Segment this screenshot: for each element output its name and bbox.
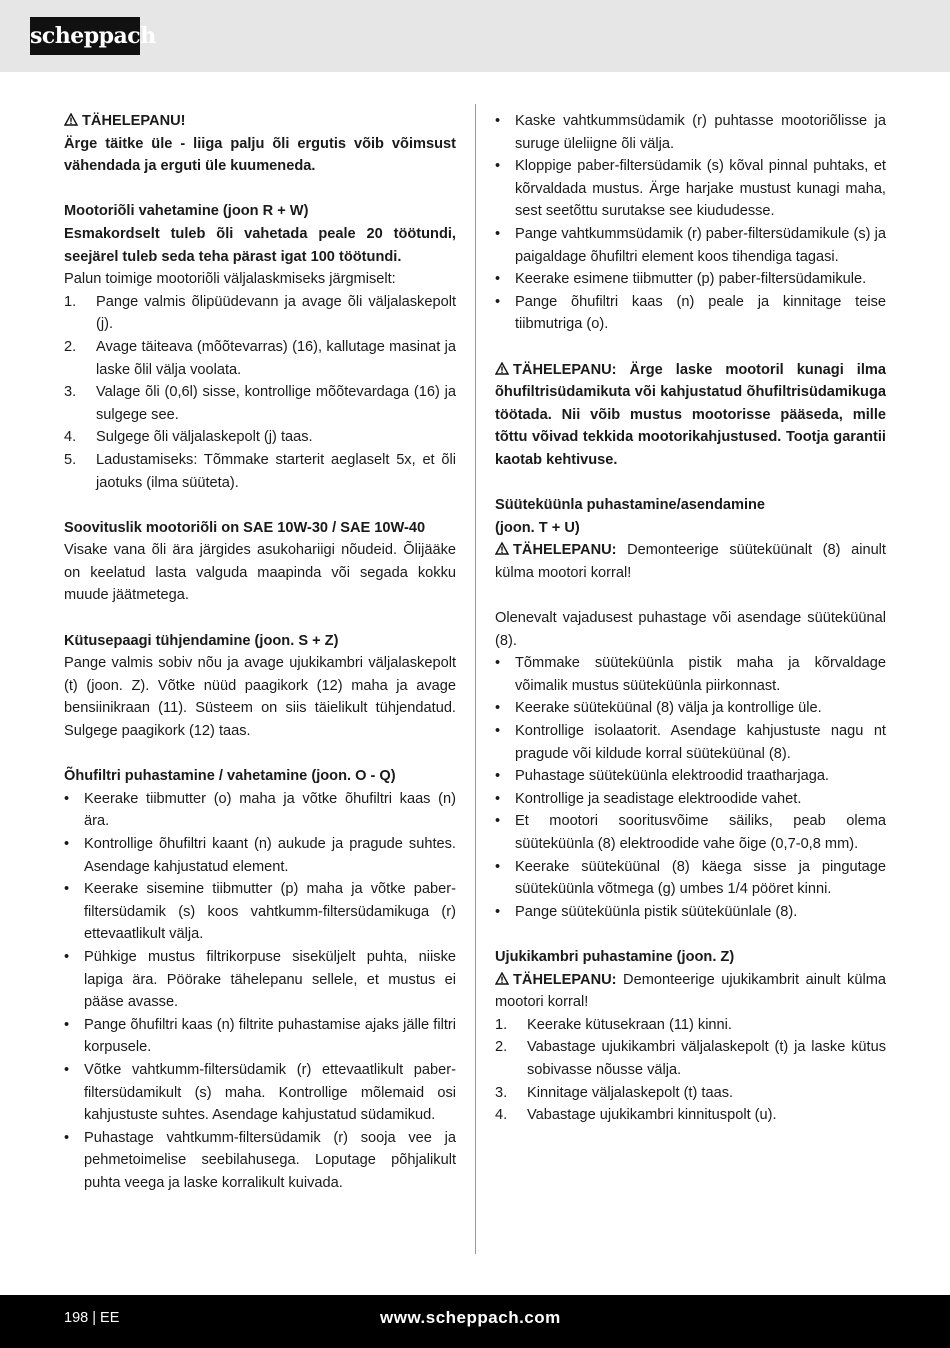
oil-change-interval: Esmakordselt tuleb õli vahetada peale 20 töötundi, seejärel tuleb seda teha pärast igat 100 töötundi. xyxy=(64,225,456,265)
list-item: • Et mootori sooritusvõime säiliks, peab olema süüteküünla (8) elektroodide vahe õige (0,7-0,8 mm). xyxy=(495,813,886,852)
list-item: • Kontrollige ja seadistage elektroodide vahet. xyxy=(495,790,802,807)
header-bar xyxy=(0,0,950,72)
sae-heading: Soovituslik mootoriõli on SAE 10W-30 / SAE 10W-40 xyxy=(64,519,426,536)
list-item: 2. Vabastage ujukikambri väljalaskepolt (t) ja laske kütus sobivasse nõusse välja. xyxy=(495,1039,886,1078)
warning-triangle-icon xyxy=(495,362,509,375)
float-chamber-warning-text: Demonteerige ujukikambrit ainult külma mootori korral! xyxy=(495,971,886,1011)
list-item: • Võtke vahtkumm-filtersüdamik (r) ettevaatlikult paber-filtersüdamikult (s) maha. Kontrollige mõlemaid osi kahjustuste suhtes. Asendage kahjustatud südamikud. xyxy=(64,1061,456,1124)
list-item: • Keerake süüteküünal (8) välja ja kontrollige üle. xyxy=(495,700,822,717)
tank-heading: Kütusepaagi tühjendamine (joon. S + Z) xyxy=(64,632,339,649)
list-item: • Keerake tiibmutter (o) maha ja võtke õhufiltri kaas (n) ära. xyxy=(64,790,456,830)
sae-text: Visake vana õli ära järgides asukohariigi nõudeid. Õlijääke on keelatud lasta valguda maapinda või segada kokku muude jäätmetega. xyxy=(64,542,456,604)
float-chamber-warning xyxy=(495,969,886,1014)
list-item: • Puhastage süüteküünla elektroodid traatharjaga. xyxy=(495,768,829,785)
warning-1 xyxy=(64,110,456,133)
list-item: • Pange vahtkummsüdamik (r) paber-filtersüdamikule (s) ja paigaldage õhufiltri element koos tihendiga tagasi. xyxy=(495,225,886,265)
list-item: 1. Pange valmis õlipüüdevann ja avage õli väljalaskepolt (j). xyxy=(64,293,456,333)
list-item: • Keerake süüteküünal (8) käega sisse ja pingutage süüteküünla võtmega (g) umbes 1/4 pööret kinni. xyxy=(495,858,886,898)
warning-2-text: TÄHELEPANU: Ärge laske mootoril kunagi ilma õhufiltrisüdamikuta või kahjustatud õhufiltrisüdamikuga töötada. Nii võib mustus mootorisse pääseda, mille tõttu võivad tekkida mootorikahjustused. Tootja garantii kaotab kehtivuse. xyxy=(495,361,886,468)
list-item: 5. Ladustamiseks: Tõmmake starterit aeglaselt 5x, et õli jaotuks (ilma süüteta). xyxy=(64,451,456,491)
list-item: • Tõmmake süüteküünla pistik maha ja kõrvaldage võimalik mustus süüteküünla piirkonnast. xyxy=(495,655,886,694)
warning-triangle-icon xyxy=(495,972,509,985)
spark-plug-list xyxy=(495,652,886,923)
warning-triangle-icon xyxy=(64,113,78,126)
float-chamber-warning-label: TÄHELEPANU: xyxy=(513,971,617,988)
list-item: 4. Vabastage ujukikambri kinnituspolt (u). xyxy=(495,1107,777,1124)
warning-1-title: TÄHELEPANU! xyxy=(82,113,186,129)
list-item: 3. Valage õli (0,6l) sisse, kontrollige mõõtevardaga (16) ja sulgege see. xyxy=(64,384,456,423)
oil-change-steps xyxy=(64,291,456,494)
spark-plug-heading: Süüteküünla puhastamine/asendamine xyxy=(495,497,766,514)
column-divider xyxy=(475,104,476,1254)
list-item: • Kontrollige isolaatorit. Asendage kahjustuste nagu nt pragude või kildude korral süüteküünal (8). xyxy=(495,723,886,762)
float-chamber-steps xyxy=(495,1014,886,1127)
warning-2 xyxy=(495,359,886,472)
list-item: • Pange õhufiltri kaas (n) peale ja kinnitage teise tiibmutriga (o). xyxy=(495,293,886,333)
warning-triangle-icon xyxy=(495,542,509,555)
list-item: 3. Kinnitage väljalaskepolt (t) taas. xyxy=(495,1084,734,1101)
spark-plug-warning-label: TÄHELEPANU: xyxy=(513,542,617,559)
footer-bar xyxy=(0,1295,950,1348)
website-link[interactable]: www.scheppach.com xyxy=(380,1308,561,1327)
list-item: 2. Avage täiteava (mõõtevarras) (16), kallutage masinat ja laske õlil välja voolata. xyxy=(64,338,456,378)
list-item: • Keerake esimene tiibmutter (p) paber-filtersüdamikule. xyxy=(495,271,867,288)
tank-text: Pange valmis sobiv nõu ja avage ujukikambri väljalaskepolt (t) (joon. Z). Võtke nüüd paagikork (12) maha ja avage bensiinikraan (11). Süsteem on siis täielikult tühjendatud. Sulgege paagikork (12) taas. xyxy=(64,655,456,740)
scheppach-logo: scheppach xyxy=(30,17,140,55)
list-item: • Pange süüteküünla pistik süüteküünlale (8). xyxy=(495,903,798,920)
float-chamber-heading: Ujukikambri puhastamine (joon. Z) xyxy=(495,948,735,965)
spark-plug-intro: Olenevalt vajadusest puhastage või asendage süüteküünal (8). xyxy=(495,610,886,649)
list-item: • Kontrollige õhufiltri kaant (n) aukude ja pragude suhtes. Asendage kahjustatud element. xyxy=(64,836,456,875)
list-item: • Kloppige paber-filtersüdamik (s) kõval pinnal puhtaks, et kõrvaldada mustus. Ärge harjake mustust kunagi maha, sest seetõttu surutakse see kiududesse. xyxy=(495,158,886,220)
list-item: 4. Sulgege õli väljalaskepolt (j) taas. xyxy=(64,429,313,446)
right-column xyxy=(495,110,886,1127)
spark-plug-warning xyxy=(495,539,886,584)
air-filter-heading: Õhufiltri puhastamine / vahetamine (joon. O - Q) xyxy=(64,768,396,785)
page-number: 198 | EE xyxy=(64,1310,120,1326)
list-item: • Kaske vahtkummsüdamik (r) puhtasse mootoriõlisse ja suruge üleliigne õli välja. xyxy=(495,113,886,152)
list-item: • Keerake sisemine tiibmutter (p) maha ja võtke paber-filtersüdamik (s) koos vahtkumm-filtersüdamikuga (r) ettevaatlikult välja. xyxy=(64,881,456,943)
oil-change-intro: Palun toimige mootoriõli väljalaskmiseks järgmiselt: xyxy=(64,271,396,288)
spark-plug-warning-text: Demonteerige süüteküünalt (8) ainult külma mootori korral! xyxy=(495,542,886,581)
oil-change-heading: Mootoriõli vahetamine (joon R + W) xyxy=(64,203,309,220)
list-item: • Pühkige mustus filtrikorpuse siseküljelt puhta, niiske lapiga ära. Pöörake tähelepanu sellele, et mustus ei pääse avasse. xyxy=(64,948,456,1011)
list-item: • Pange õhufiltri kaas (n) filtrite puhastamise ajaks jälle filtri korpusele. xyxy=(64,1016,456,1056)
list-item: • Puhastage vahtkumm-filtersüdamik (r) sooja vee ja pehmetoimelise seebilahusega. Loputage põhjalikult puhta veega ja laske korralikult kuivada. xyxy=(64,1129,456,1191)
spark-plug-figure-ref: (joon. T + U) xyxy=(495,519,580,536)
list-item: 1. Keerake kütusekraan (11) kinni. xyxy=(495,1016,732,1033)
air-filter-list xyxy=(64,788,456,1195)
left-column xyxy=(64,110,456,1195)
warning-1-text: Ärge täitke üle - liiga palju õli ergutis võib võimsust vähendada ja erguti üle kuumeneda. xyxy=(64,135,456,175)
air-filter-list-continued xyxy=(495,110,886,336)
